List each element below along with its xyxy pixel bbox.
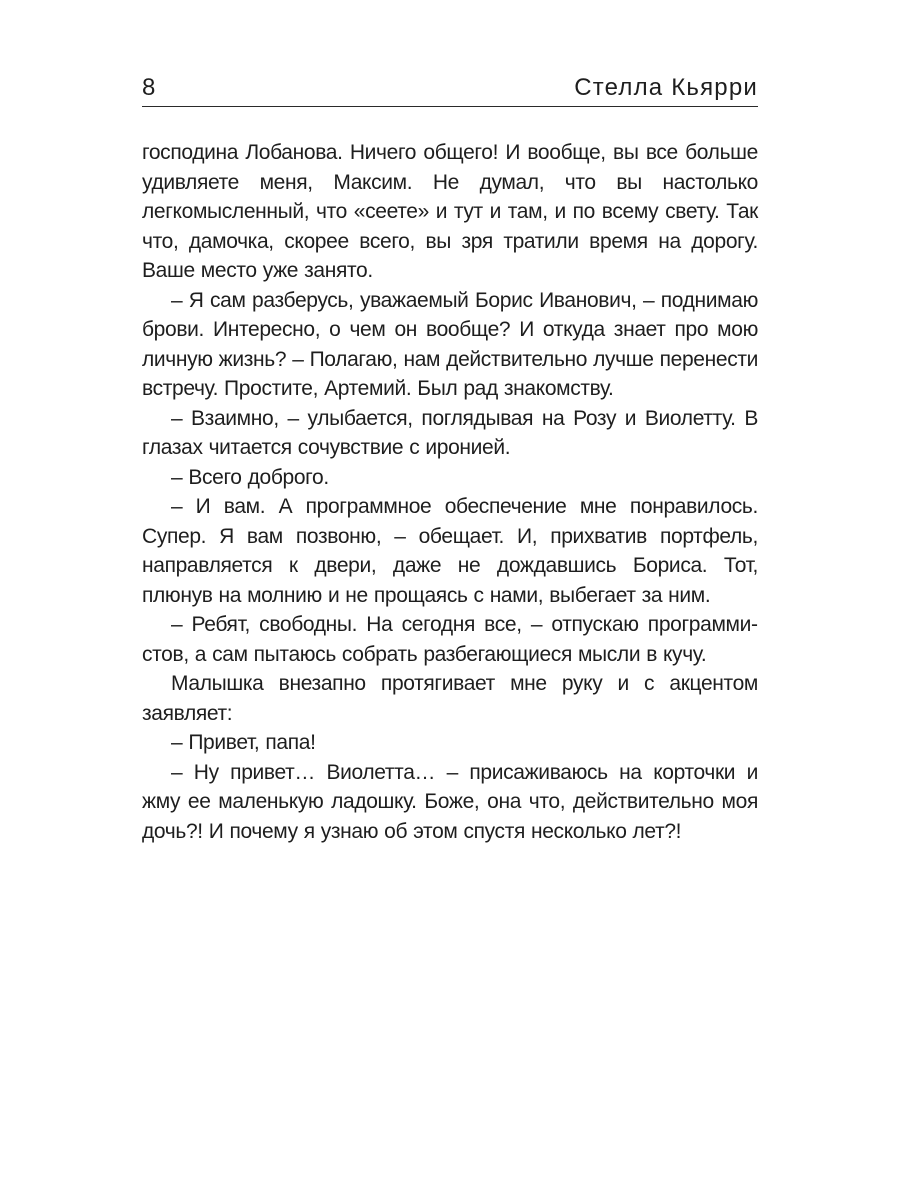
paragraph: – И вам. А программное обеспечение мне понравилось. Супер. Я вам позвоню, – обещает. И, прихватив портфель, направляется к двери, даже не дождавшись Бориса. Тот, плюнув на молнию и не прощаясь с нами, выбегает за ним. — [142, 495, 758, 607]
page-number: 8 — [142, 74, 156, 101]
paragraph: господина Лобанова. Ничего общего! И вообще, вы все больше удивляете меня, Максим. Не думал, что вы настолько легкомысленный, что «сеете» и тут и там, и по всему свету. Так что, дамочка, скорее всего, вы зря тратили время на дорогу. Ваше место уже занято. — [142, 141, 758, 282]
paragraph: – Я сам разберусь, уважаемый Борис Иванович, – поднимаю брови. Интересно, о чем он вообще? И откуда знает про мою личную жизнь? – Полагаю, нам действительно лучше перенести встречу. Простите, Артемий. Был рад знакомству. — [142, 288, 758, 400]
paragraph: Малышка внезапно протягивает мне руку и с акцентом заявляет: — [142, 672, 758, 725]
body-text — [142, 138, 758, 846]
running-head — [142, 72, 758, 107]
paragraph: – Взаимно, – улыбается, поглядывая на Розу и Виолетту. В глазах читается сочувствие с иронией. — [142, 406, 758, 459]
running-title: Стелла Кьярри — [574, 74, 758, 101]
paragraph: – Всего доброго. — [171, 465, 329, 489]
paragraph: – Ребят, свободны. На сегодня все, – отпускаю программистов, а сам пытаюсь собрать разбегающиеся мысли в кучу. — [142, 613, 758, 666]
paragraph: – Ну привет… Виолетта… – присаживаюсь на корточки и жму ее маленькую ладошку. Боже, она что, действительно моя дочь?! И почему я узнаю об этом спустя несколько лет?! — [142, 760, 758, 843]
paragraph: – Привет, папа! — [171, 731, 316, 754]
